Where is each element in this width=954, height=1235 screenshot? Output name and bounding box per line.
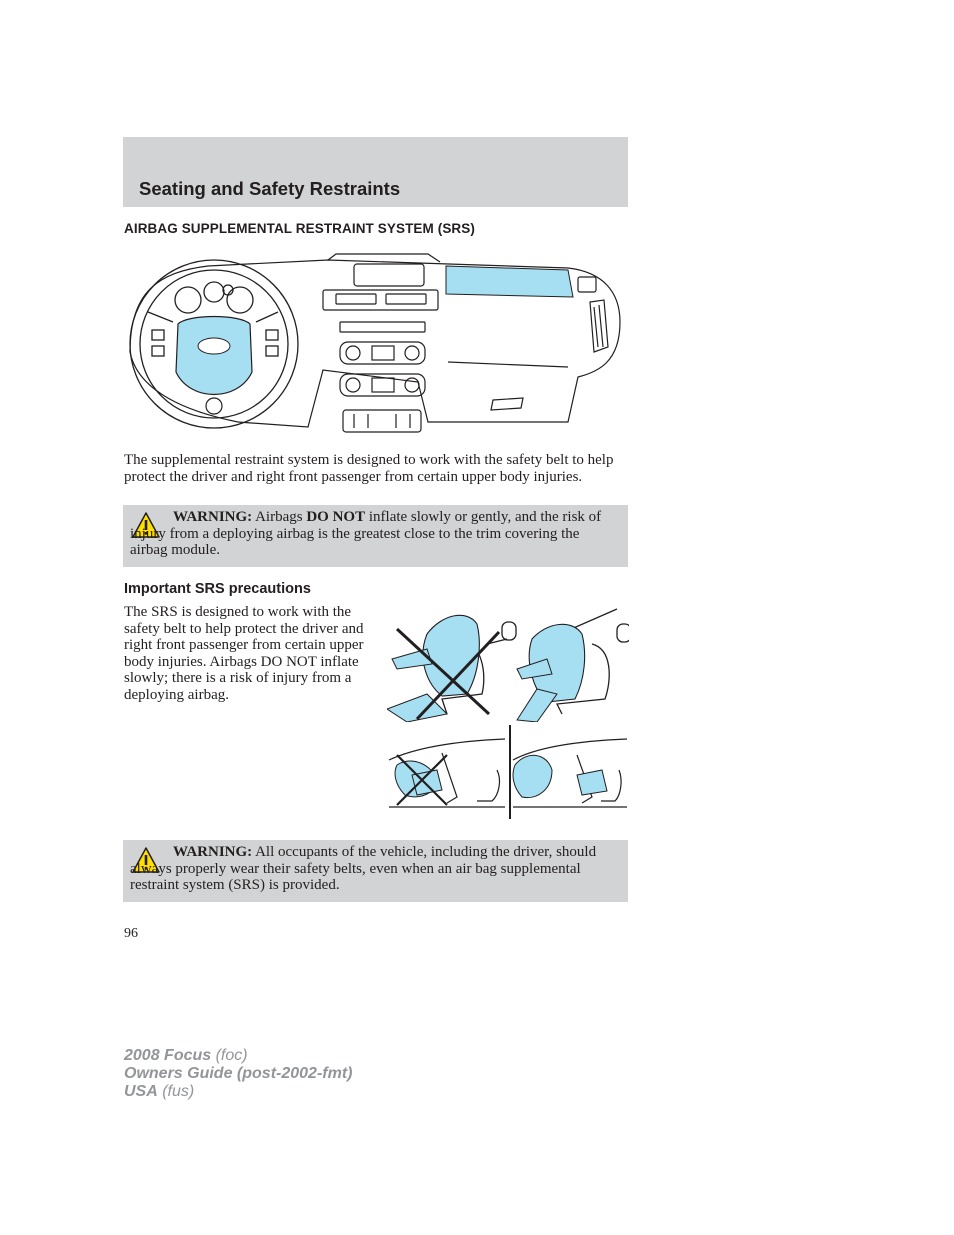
warning-box-safety-belts (123, 840, 628, 902)
warning-text (130, 844, 618, 894)
warning-pre: Airbags (252, 509, 307, 525)
seating-position-illustration (387, 604, 629, 722)
footer-model-code: (foc) (211, 1047, 248, 1064)
warning-label: WARNING: (173, 509, 253, 525)
precautions-paragraph: The SRS is designed to work with the safety belt to help protect the driver and right front passenger from certain upper body injuries. Airbags DO NOT inflate slowly; there is a risk of injury from a deploying airbag. (124, 604, 364, 703)
footer-market-code: (fus) (157, 1083, 195, 1100)
warning-post: inflate slowly or gently, and the risk of injury from a deploying airbag is the greatest close to the trim covering the airbag module. (130, 509, 602, 558)
footer-line-1 (124, 1047, 352, 1065)
airbag-srs-heading: AIRBAG SUPPLEMENTAL RESTRAINT SYSTEM (SRS) (124, 221, 475, 236)
warning-text (130, 509, 618, 559)
warning-body: All occupants of the vehicle, including the driver, should always properly wear their safety belts, even when an air bag supplemental restraint system (SRS) is provided. (130, 844, 597, 893)
warning-box-airbag-deploy (123, 505, 628, 567)
srs-intro-paragraph: The supplemental restraint system is designed to work with the safety belt to help protect the driver and right front passenger from certain upper body injuries. (124, 452, 614, 485)
footer-line-3 (124, 1083, 352, 1101)
precautions-heading: Important SRS precautions (124, 581, 311, 597)
child-seat-illustration (387, 725, 629, 821)
footer-guide: Owners Guide (post-2002-fmt) (124, 1065, 353, 1082)
dashboard-illustration (128, 252, 624, 442)
page-number: 96 (124, 926, 138, 941)
footer-model: 2008 Focus (124, 1047, 212, 1064)
section-title: Seating and Safety Restraints (139, 178, 401, 199)
warning-emphasis: DO NOT (306, 509, 366, 525)
footer-market: USA (124, 1083, 158, 1100)
warning-label: WARNING: (173, 844, 253, 860)
footer-line-2 (124, 1065, 352, 1083)
document-footer (124, 1047, 352, 1101)
